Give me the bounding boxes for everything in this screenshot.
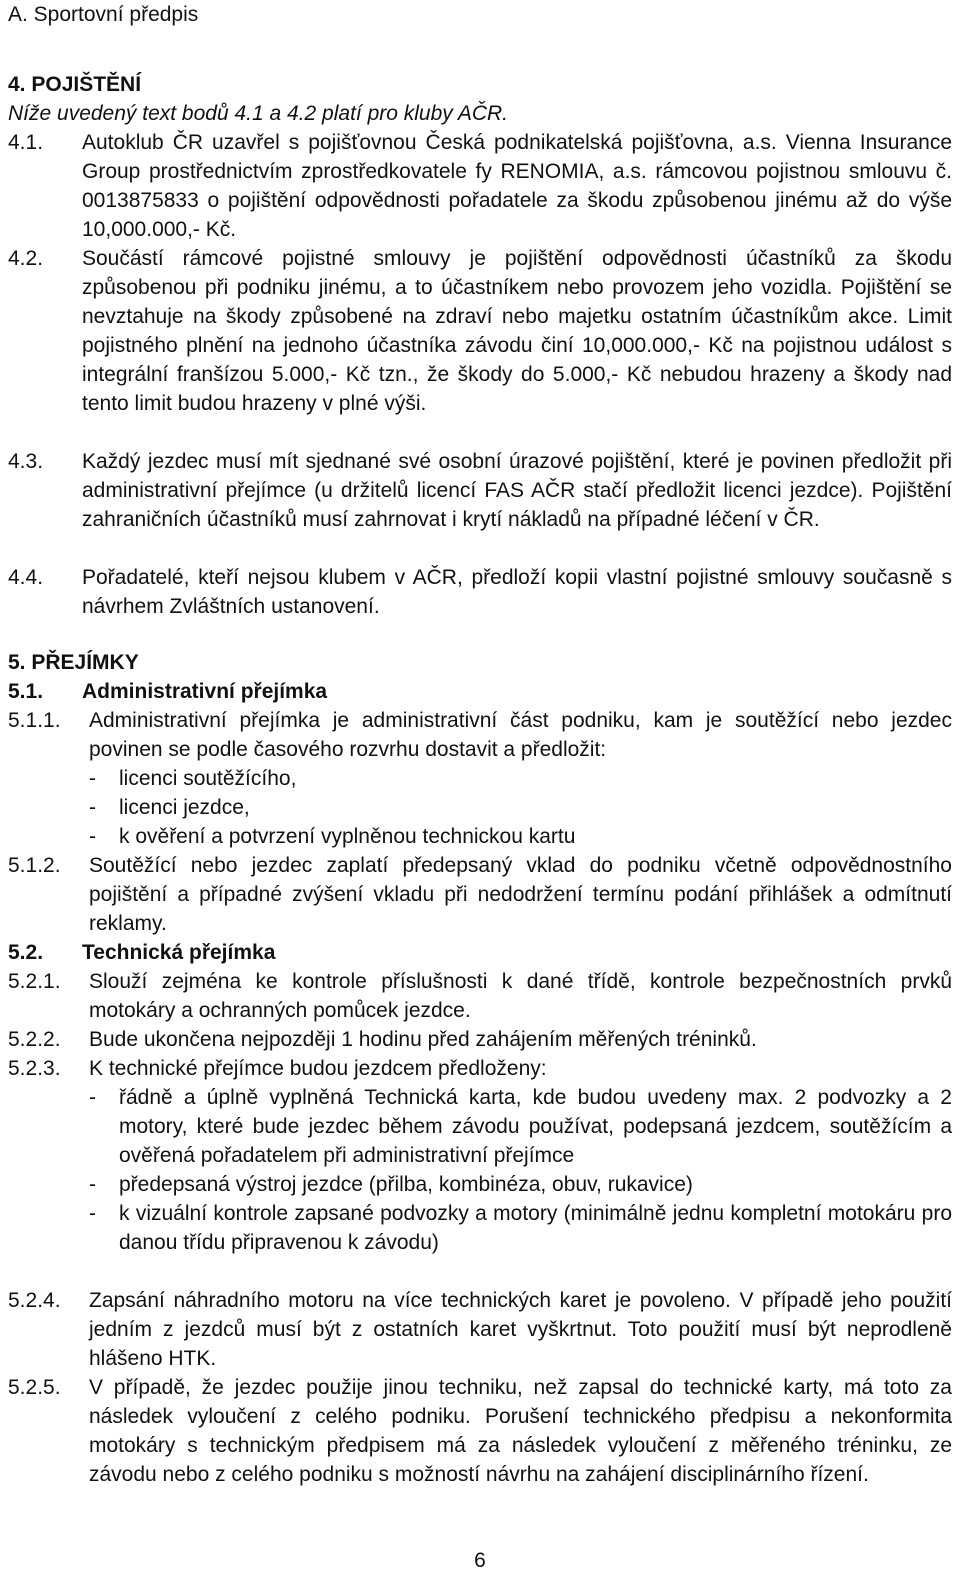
paragraph-number: 5.2.4. (8, 1289, 61, 1312)
page-number: 6 (474, 1549, 486, 1572)
paragraph-text: Každý jezdec musí mít sjednané své osobní úrazové pojištění, které je povinen předložit při administrativní přejímce (u držitelů licencí FAS AČR stačí předložit licenci jezdce). Pojištění zahraničních účastníků musí zahrnovat i krytí nákladů na případné léčení v ČR. (82, 450, 952, 531)
list-item: - řádně a úplně vyplněná Technická karta, kde budou uvedeny max. 2 podvozky a 2 motory, které bude jezdec během závodu používat, podepsaná jezdcem, soutěžícím a ověřená pořadatelem při administrativní přejímce (89, 1086, 952, 1167)
list-item: - licenci jezdce, (89, 796, 250, 819)
paragraph-number: 5.1.1. (8, 709, 61, 732)
paragraph-5-2-1 (8, 967, 952, 1025)
paragraph-text: Zapsání náhradního motoru na více technických karet je povoleno. V případě jeho použití jedním z jezdců musí být z ostatních karet vyškrtnut. Toto použití musí být neprodleně hlášeno HTK. (89, 1289, 952, 1370)
paragraph-number: 4.3. (8, 450, 44, 473)
section-4-intro: Níže uvedený text bodů 4.1 a 4.2 platí pro kluby AČR. (8, 102, 509, 125)
section-4-title: 4. POJIŠTĚNÍ (8, 73, 142, 96)
paragraph-number: 5.2.1. (8, 970, 61, 993)
paragraph-5-2-2 (8, 1025, 952, 1054)
paragraph-number: 4.2. (8, 247, 44, 270)
paragraph-5-2-3 (8, 1054, 952, 1257)
page-header: A. Sportovní předpis (8, 3, 199, 26)
subsection-number: 5.1. (8, 680, 44, 703)
subsection-5-1 (8, 677, 952, 706)
subsection-number: 5.2. (8, 941, 44, 964)
paragraph-4-1 (8, 128, 952, 244)
paragraph-text: Autoklub ČR uzavřel s pojišťovnou Česká podnikatelská pojišťovna, a.s. Vienna Insurance Group prostřednictvím zprostředkovatele fy RENOMIA, a.s. rámcovou pojistnou smlouvu č. 0013875833 o pojištění odpovědnosti pořadatele za škodu způsobenou jinému až do výše 10,000.000,- Kč. (82, 131, 952, 241)
paragraph-5-1-1 (8, 706, 952, 851)
list-item: - k vizuální kontrole zapsané podvozky a motory (minimálně jednu kompletní motokáru pro danou třídu připravenou k závodu) (89, 1202, 952, 1254)
paragraph-4-4 (8, 563, 952, 621)
paragraph-5-2-4 (8, 1286, 952, 1373)
list-item: - předepsaná výstroj jezdce (přilba, kombinéza, obuv, rukavice) (89, 1173, 693, 1196)
paragraph-4-3 (8, 447, 952, 534)
paragraph-number: 5.2.3. (8, 1057, 61, 1080)
paragraph-text: Soutěžící nebo jezdec zaplatí předepsaný vklad do podniku včetně odpovědnostního pojištění a případné zvýšení vkladu při nedodržení termínu podání přihlášek a odmítnutí reklamy. (89, 854, 952, 935)
section-5-title: 5. PŘEJÍMKY (8, 651, 139, 674)
paragraph-number: 4.4. (8, 566, 44, 589)
paragraph-body (89, 706, 952, 851)
paragraph-body (89, 1054, 952, 1257)
subsection-title: Technická přejímka (82, 941, 276, 964)
paragraph-number: 5.2.2. (8, 1028, 61, 1051)
paragraph-text: Slouží zejména ke kontrole příslušnosti k dané třídě, kontrole bezpečnostních prvků motokáry a ochranných pomůcek jezdce. (89, 970, 952, 1022)
paragraph-text: V případě, že jezdec použije jinou techniku, než zapsal do technické karty, má toto za následek vyloučení z celého podniku. Porušení technického předpisu a nekonformita motokáry s technickým předpisem má za následek vyloučení z měřeného tréninku, ze závodu nebo z celého podniku s možností návrhu na zahájení disciplinárního řízení. (89, 1376, 952, 1486)
paragraph-text: Pořadatelé, kteří nejsou klubem v AČR, předloží kopii vlastní pojistné smlouvy současně s návrhem Zvláštních ustanovení. (82, 566, 952, 618)
paragraph-text: Bude ukončena nejpozději 1 hodinu před zahájením měřených tréninků. (89, 1028, 757, 1051)
subsection-5-2 (8, 938, 952, 967)
subsection-title: Administrativní přejímka (82, 680, 328, 703)
paragraph-4-2 (8, 244, 952, 418)
paragraph-number: 5.1.2. (8, 854, 61, 877)
paragraph-number: 5.2.5. (8, 1376, 61, 1399)
paragraph-5-2-5 (8, 1373, 952, 1489)
paragraph-text: K technické přejímce budou jezdcem předloženy: (89, 1057, 547, 1080)
paragraph-5-1-2 (8, 851, 952, 938)
list-item: - licenci soutěžícího, (89, 767, 297, 790)
paragraph-text: Administrativní přejímka je administrativní část podniku, kam je soutěžící nebo jezdec povinen se podle časového rozvrhu dostavit a předložit: (89, 709, 952, 761)
paragraph-number: 4.1. (8, 131, 44, 154)
list-item: - k ověření a potvrzení vyplněnou technickou kartu (89, 825, 576, 848)
paragraph-text: Součástí rámcové pojistné smlouvy je pojištění odpovědnosti účastníků za škodu způsobenou při podniku jinému, a to účastníkem nebo provozem jeho vozidla. Pojištění se nevztahuje na škody způsobené na zdraví nebo majetku ostatním účastníkům akce. Limit pojistného plnění na jednoho účastníka závodu činí 10,000.000,- Kč na pojistnou událost s integrální franšízou 5.000,- Kč tzn., že škody do 5.000,- Kč nebudou hrazeny a škody nad tento limit budou hrazeny v plné výši. (82, 247, 952, 415)
